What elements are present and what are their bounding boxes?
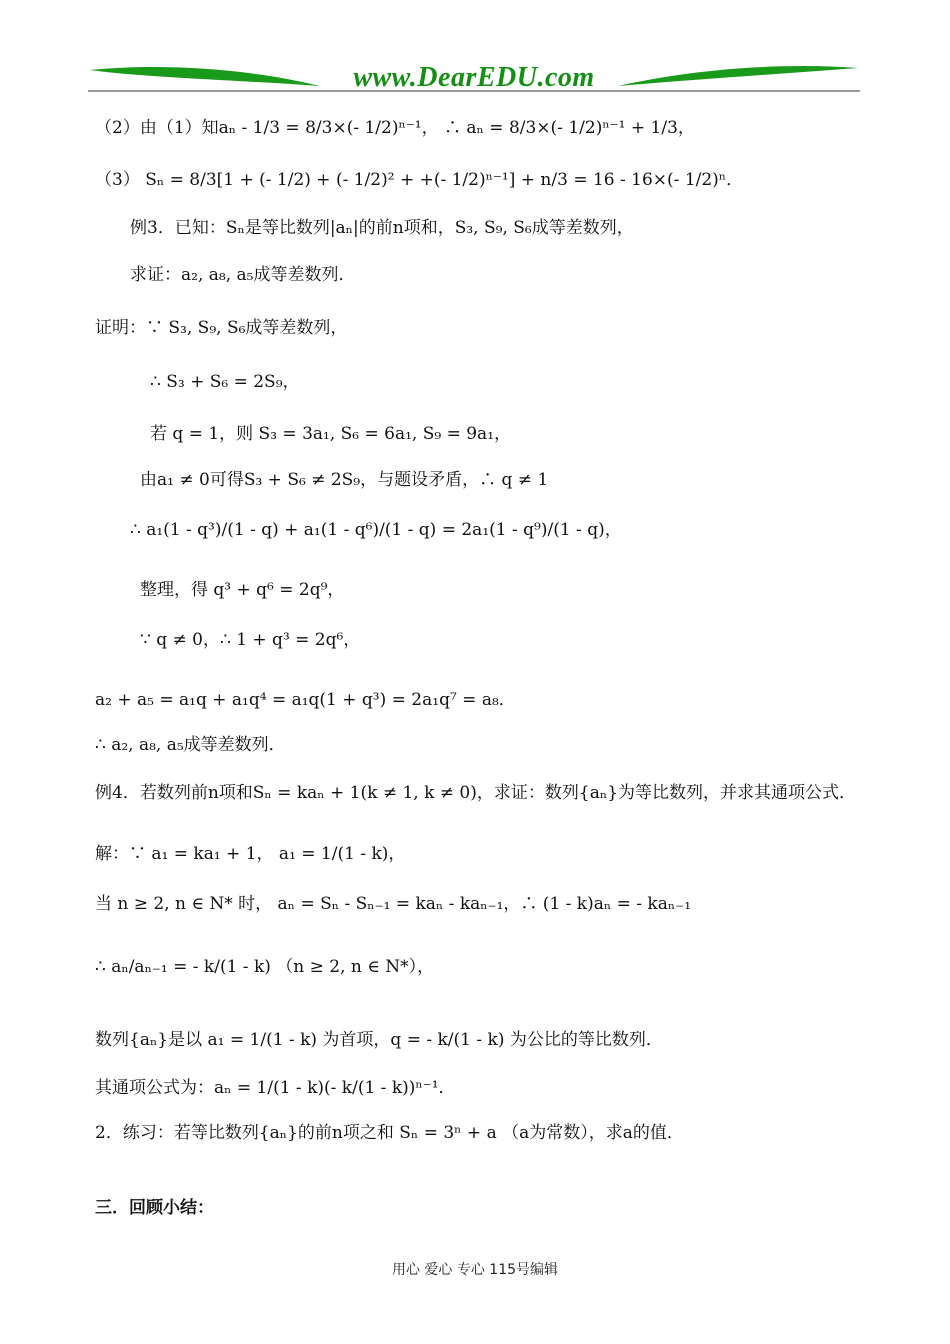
text-line: 例3．已知：Sₙ是等比数列|aₙ|的前n项和，S₃, S₉, S₆成等差数列， (130, 218, 634, 238)
site-header-banner (88, 58, 860, 98)
page-footer: 用心 爱心 专心 115号编辑 (391, 1262, 559, 1278)
text-line: 三．回顾小结： (95, 1198, 214, 1218)
text-line: （3） Sₙ = 8/3[1 + (- 1/2) + (- 1/2)² + +(- 1/2)ⁿ⁻¹] + n/3 = 16 - 16×(- 1/2)ⁿ． (95, 170, 744, 190)
text-line: ∴ a₂, a₈, a₅成等差数列． (95, 735, 286, 755)
text-line: 当 n ≥ 2, n ∈ N* 时， aₙ = Sₙ - Sₙ₋₁ = kaₙ - kaₙ₋₁，∴ (1 - k)aₙ = - kaₙ₋₁ (95, 894, 692, 914)
text-line: 整理，得 q³ + q⁶ = 2q⁹， (140, 580, 345, 600)
text-line: ∴ a₁(1 - q³)/(1 - q) + a₁(1 - q⁶)/(1 - q) = 2a₁(1 - q⁹)/(1 - q)， (130, 520, 622, 540)
text-line: ∴ S₃ + S₆ = 2S₉， (150, 372, 300, 392)
text-line: 其通项公式为：aₙ = 1/(1 - k)(- k/(1 - k))ⁿ⁻¹． (95, 1078, 456, 1098)
text-line: 由a₁ ≠ 0可得S₃ + S₆ ≠ 2S₉，与题设矛盾，∴ q ≠ 1 (140, 470, 549, 490)
text-line: ∴ aₙ/aₙ₋₁ = - k/(1 - k) （n ≥ 2, n ∈ N*）， (95, 957, 435, 977)
text-line: a₂ + a₅ = a₁q + a₁q⁴ = a₁q(1 + q³) = 2a₁q⁷ = a₈． (95, 690, 516, 710)
site-title: www.DearEDU.com (353, 62, 595, 93)
text-line: 2．练习：若等比数列{aₙ}的前n项之和 Sₙ = 3ⁿ + a （a为常数），求a的值． (95, 1123, 684, 1143)
text-line: 数列{aₙ}是以 a₁ = 1/(1 - k) 为首项，q = - k/(1 - k) 为公比的等比数列． (95, 1030, 663, 1050)
text-line: 证明：∵ S₃, S₉, S₆成等差数列， (95, 318, 348, 338)
text-line: 若 q = 1，则 S₃ = 3a₁, S₆ = 6a₁, S₉ = 9a₁， (150, 424, 512, 444)
text-line: 例4．若数列前n项和Sₙ = kaₙ + 1(k ≠ 1, k ≠ 0)，求证：数列{aₙ}为等比数列，并求其通项公式． (95, 783, 857, 803)
text-line: 求证：a₂, a₈, a₅成等差数列． (130, 265, 356, 285)
text-line: （2）由（1）知aₙ - 1/3 = 8/3×(- 1/2)ⁿ⁻¹， ∴ aₙ = 8/3×(- 1/2)ⁿ⁻¹ + 1/3， (95, 118, 695, 138)
text-line: ∵ q ≠ 0，∴ 1 + q³ = 2q⁶， (140, 630, 361, 650)
text-line: 解：∵ a₁ = ka₁ + 1， a₁ = 1/(1 - k)， (95, 844, 406, 864)
